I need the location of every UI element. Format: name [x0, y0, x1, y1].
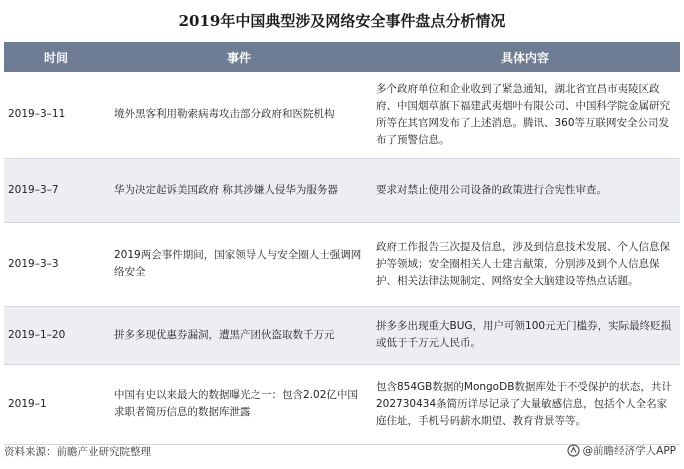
time-cell: 2019–1–20	[4, 306, 108, 364]
event-cell: 拼多多现优惠券漏洞，遭黑产团伙盗取数千万元	[108, 306, 370, 364]
event-cell: 2019两会事件期间，国家领导人与安全圈人士强调网络安全	[108, 222, 370, 306]
table-row	[4, 306, 680, 364]
time-cell: 2019–1	[4, 364, 108, 444]
source-note: 资料来源：前瞻产业研究院整理	[4, 446, 151, 458]
table-row	[4, 222, 680, 306]
event-cell: 华为决定起诉美国政府 称其涉嫌人侵华为服务器	[108, 158, 370, 222]
page-title: 2019年中国典型涉及网络安全事件盘点分析情况	[178, 12, 506, 30]
brand-label: @前瞻经济学人APP	[582, 445, 676, 457]
brand-attribution	[567, 443, 676, 458]
table-row	[4, 364, 680, 444]
detail-cell: 要求对禁止使用公司设备的政策进行合宪性审查。	[370, 158, 680, 222]
event-cell: 境外黑客利用勒索病毒攻击部分政府和医院机构	[108, 72, 370, 158]
brand-icon	[567, 444, 580, 457]
table-header-row	[4, 42, 680, 72]
table-row	[4, 72, 680, 158]
events-table	[4, 42, 680, 445]
detail-cell: 政府工作报告三次提及信息，涉及到信息技术发展、个人信息保护等领域；安全圈相关人士建言献策，分别涉及到个人信息保护、相关法律法规制定、网络安全大脑建设等热点话题。	[370, 222, 680, 306]
time-cell: 2019–3–3	[4, 222, 108, 306]
time-cell: 2019–3–7	[4, 158, 108, 222]
detail-cell: 包含854GB数据的MongoDB数据库处于不受保护的状态，共计202730434条简历详尽记录了大量敏感信息，包括个人全名家庭住址，手机号码薪水期望、教育背景等等。	[370, 364, 680, 444]
table-row	[4, 158, 680, 222]
time-cell: 2019–3–11	[4, 72, 108, 158]
header-event: 事件	[108, 42, 370, 72]
detail-cell: 多个政府单位和企业收到了紧急通知，湖北省宜昌市夷陵区政府、中国烟草旗下福建武夷烟叶有限公司、中国科学院金属研究所等在其官网发布了上述消息。腾讯、360等互联网安全公司发布了预警信息。	[370, 72, 680, 158]
header-time: 时间	[4, 42, 108, 72]
header-detail: 具体内容	[370, 42, 680, 72]
detail-cell: 拼多多出现重大BUG，用户可领100元无门槛券，实际最终贬损或低于千万元人民币。	[370, 306, 680, 364]
event-cell: 中国有史以来最大的数据曝光之一：包含2.02亿中国求职者简历信息的数据库泄露	[108, 364, 370, 444]
